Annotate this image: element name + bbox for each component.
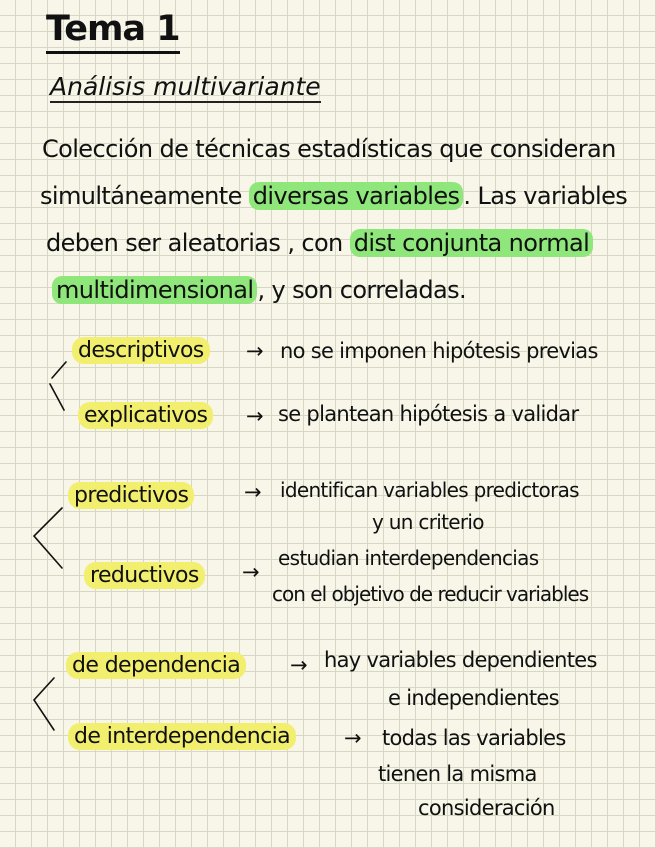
desc-de-dependencia-line-2: e independientes bbox=[388, 686, 559, 710]
desc-explicativos: se plantean hipótesis a validar bbox=[278, 402, 579, 426]
desc-de-interdependencia-line-2: tienen la misma bbox=[378, 762, 537, 786]
desc-descriptivos: no se imponen hipótesis previas bbox=[280, 339, 598, 363]
arrow-icon: → bbox=[344, 726, 362, 750]
page-title: Tema 1 bbox=[46, 12, 180, 54]
bracket-group-2 bbox=[34, 508, 62, 568]
term-predictivos: predictivos bbox=[68, 485, 194, 507]
highlight-green: multidimensional bbox=[52, 276, 257, 304]
term-de-dependencia: de dependencia bbox=[66, 655, 246, 677]
term-reductivos: reductivos bbox=[84, 565, 205, 587]
bracket-group-1 bbox=[50, 362, 66, 410]
highlight-green: diversas variables bbox=[249, 182, 464, 210]
highlight-green: dist conjunta normal bbox=[350, 229, 593, 257]
desc-reductivos-line-2: con el objetivo de reducir variables bbox=[272, 582, 589, 606]
arrow-icon: → bbox=[246, 339, 264, 363]
arrow-icon: → bbox=[244, 480, 262, 504]
bracket-group-3 bbox=[34, 678, 54, 730]
desc-predictivos-line-2: y un criterio bbox=[372, 510, 484, 534]
term-explicativos: explicativos bbox=[78, 405, 213, 427]
page-subtitle: Análisis multivariante bbox=[50, 72, 321, 101]
arrow-icon: → bbox=[290, 653, 308, 677]
desc-predictivos-line-1: identifican variables predictoras bbox=[280, 478, 579, 502]
paragraph-text: simultáneamente bbox=[40, 182, 242, 210]
term-descriptivos: descriptivos bbox=[72, 340, 210, 362]
term-de-interdependencia: de interdependencia bbox=[68, 726, 296, 748]
paragraph-text: , y son correladas. bbox=[257, 276, 467, 304]
paragraph-text: . Las variables bbox=[463, 182, 628, 210]
paragraph-text: Colección de técnicas estadísticas que consideran bbox=[42, 135, 616, 163]
desc-de-interdependencia-line-3: consideración bbox=[418, 796, 555, 820]
paragraph-text: deben ser aleatorias , con bbox=[46, 229, 343, 257]
desc-de-interdependencia-line-1: todas las variables bbox=[382, 726, 566, 750]
desc-reductivos-line-1: estudian interdependencias bbox=[278, 546, 539, 570]
arrow-icon: → bbox=[246, 404, 264, 428]
arrow-icon: → bbox=[242, 560, 260, 584]
desc-de-dependencia-line-1: hay variables dependientes bbox=[324, 648, 597, 672]
